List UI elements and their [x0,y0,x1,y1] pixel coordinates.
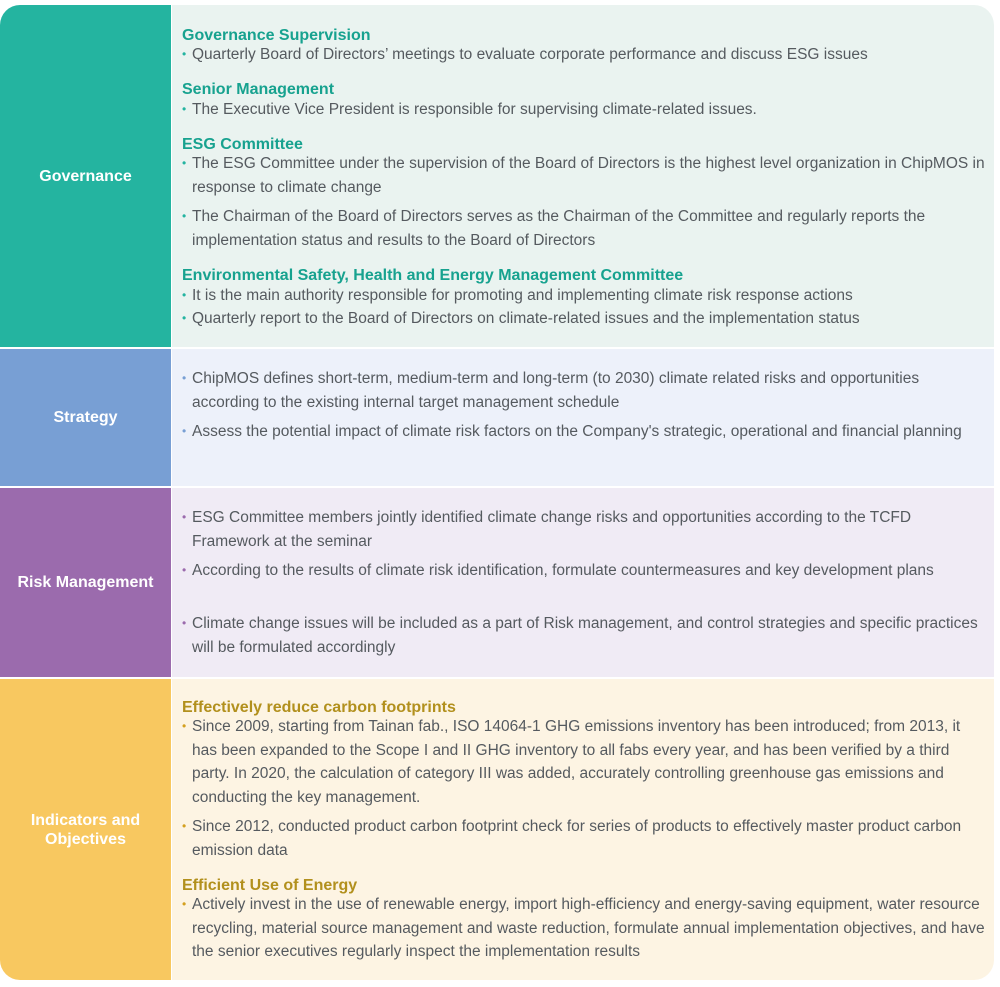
bullet-item [182,506,987,553]
section-title: Environmental Safety, Health and Energy Management Committee [182,267,684,284]
bullet-item [182,420,987,444]
tcfd-table [0,5,994,980]
risk-row [0,488,994,677]
bullet-item [182,559,987,583]
bullet-icon: • [182,819,187,833]
governance-row [0,5,994,347]
bullet-item [182,612,987,659]
bullet-icon: • [182,897,187,911]
bullet-icon: • [182,563,187,577]
bullet-item [182,284,987,308]
bullet-icon: • [182,719,187,733]
bullet-text: Assess the potential impact of climate risk factors on the Company's strategic, operational and financial planning [192,423,962,440]
bullet-icon: • [182,288,187,302]
bullet-text: Climate change issues will be included as a part of Risk management, and control strategies and specific practices will be formulated accordingly [192,615,978,656]
bullet-text: ESG Committee members jointly identified climate change risks and opportunities according to the TCFD Framework at the seminar [192,509,912,550]
risk-label: Risk Management [0,488,171,677]
governance-label: Governance [0,5,171,347]
bullet-icon: • [182,616,187,630]
section-title: Effectively reduce carbon footprints [182,699,456,716]
bullet-item [182,43,987,67]
bullet-text: Since 2009, starting from Tainan fab., ISO 14064-1 GHG emissions inventory has been introduced; from 2013, it has been expanded to the Scope I and II GHG inventory to all fabs every year, and has been verified by a third party. In 2020, the calculation of category III was added, accurately controlling greenhouse gas emissions and conducting the key management. [192,718,961,806]
bullet-icon: • [182,510,187,524]
bullet-text: Actively invest in the use of renewable energy, import high-efficiency and energy-saving equipment, water resource recycling, material source management and waste reduction, formulate annual implementation objectives, and have the senior executives regularly inspect the implementation results [192,896,985,960]
bullet-item [182,893,987,964]
bullet-icon: • [182,47,187,61]
indicators-label: Indicators and Objectives [0,679,171,980]
bullet-text: The ESG Committee under the supervision of the Board of Directors is the highest level organization in ChipMOS in response to climate change [192,155,985,196]
indicators-row [0,679,994,980]
bullet-item [182,367,987,414]
bullet-icon: • [182,156,187,170]
bullet-item [182,815,987,862]
indicators-content [172,679,994,980]
bullet-icon: • [182,102,187,116]
strategy-row [0,349,994,486]
bullet-text: The Executive Vice President is responsible for supervising climate-related issues. [192,101,757,118]
bullet-text: The Chairman of the Board of Directors serves as the Chairman of the Committee and regularly reports the implementation status and results to the Board of Directors [192,208,926,249]
bullet-item [182,205,987,252]
bullet-item [182,98,987,122]
bullet-item [182,715,987,809]
bullet-text: Quarterly report to the Board of Directors on climate-related issues and the implementation status [192,310,860,327]
governance-content [172,5,994,347]
bullet-text: Since 2012, conducted product carbon footprint check for series of products to effectively master product carbon emission data [192,818,962,859]
risk-content [172,488,994,677]
section-title: Efficient Use of Energy [182,877,358,894]
section-title: Senior Management [182,81,335,98]
bullet-text: It is the main authority responsible for promoting and implementing climate risk response actions [192,287,853,304]
bullet-item [182,307,987,331]
bullet-icon: • [182,311,187,325]
section-title: Governance Supervision [182,27,371,44]
bullet-icon: • [182,371,187,385]
bullet-icon: • [182,424,187,438]
strategy-label: Strategy [0,349,171,486]
bullet-text: ChipMOS defines short-term, medium-term and long-term (to 2030) climate related risks and opportunities according to the existing internal target management schedule [192,370,920,411]
bullet-text: According to the results of climate risk identification, formulate countermeasures and key development plans [192,562,934,579]
bullet-text: Quarterly Board of Directors’ meetings to evaluate corporate performance and discuss ESG issues [192,46,868,63]
section-title: ESG Committee [182,136,303,153]
bullet-item [182,152,987,199]
strategy-content [172,349,994,486]
bullet-icon: • [182,209,187,223]
